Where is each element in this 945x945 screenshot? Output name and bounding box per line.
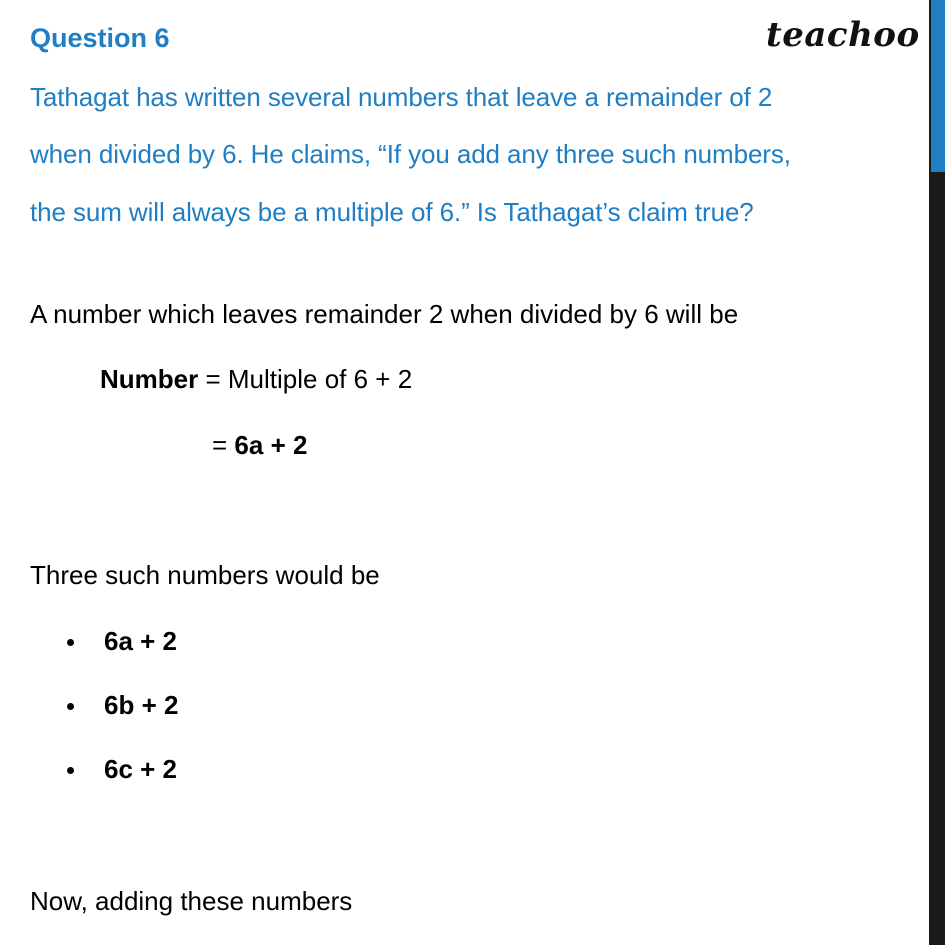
number-equation bbox=[212, 428, 307, 462]
solution-intro: A number which leaves remainder 2 when divided by 6 will be bbox=[30, 299, 739, 329]
number-definition bbox=[100, 362, 412, 396]
bullet-icon bbox=[67, 703, 74, 710]
question-text-line-2: when divided by 6. He claims, “If you add any three such numbers, bbox=[30, 139, 791, 169]
number-equation-value: 6a + 2 bbox=[234, 430, 308, 460]
bullet-item-3: 6c + 2 bbox=[104, 754, 178, 784]
bullet-item-1: 6a + 2 bbox=[104, 626, 178, 656]
bullet-item-2: 6b + 2 bbox=[104, 690, 179, 720]
scrollbar-thumb[interactable] bbox=[931, 0, 945, 172]
question-title: Question 6 bbox=[30, 23, 170, 53]
number-label: Number bbox=[100, 364, 199, 394]
equals-sign: = bbox=[212, 430, 228, 460]
three-numbers-intro: Three such numbers would be bbox=[30, 560, 380, 590]
question-text-line-1: Tathagat has written several numbers that leave a remainder of 2 bbox=[30, 82, 773, 112]
adding-text: Now, adding these numbers bbox=[30, 886, 353, 916]
bullet-icon bbox=[67, 767, 74, 774]
bullet-icon bbox=[67, 639, 74, 646]
number-expression: = Multiple of 6 + 2 bbox=[205, 364, 413, 394]
teachoo-logo: teachoo bbox=[766, 15, 920, 55]
question-text-line-3: the sum will always be a multiple of 6.” Is Tathagat’s claim true? bbox=[30, 197, 754, 227]
